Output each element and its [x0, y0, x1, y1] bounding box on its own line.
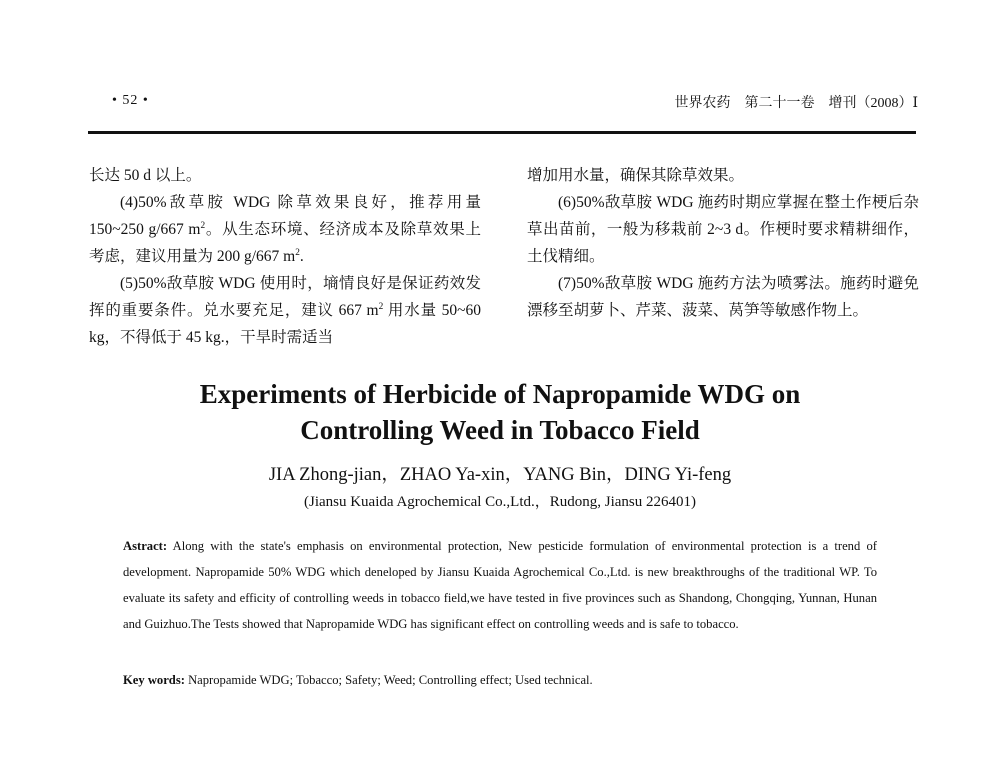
header-rule — [88, 131, 916, 134]
english-title — [0, 376, 1000, 448]
left-paragraph-3 — [89, 270, 481, 351]
right-paragraph-2: (6)50%敌草胺 WDG 施药时期应掌握在整土作梗后杂草出苗前，一般为移栽前 2~3 d。作梗时要求精耕细作，土伐精细。 — [527, 194, 919, 265]
superscript-2: 2 — [200, 220, 206, 231]
title-line-2: Controlling Weed in Tobacco Field — [300, 415, 700, 445]
keywords-label: Key words: — [123, 673, 185, 687]
running-head: 世界农药 第二十一卷 增刊（2008）Ⅰ — [674, 96, 918, 111]
right-column — [527, 162, 919, 324]
left-p2-text-c: . — [299, 248, 304, 265]
authors: JIA Zhong-jian，ZHAO Ya-xin，YANG Bin，DING Yi-feng — [268, 465, 732, 485]
keywords-text: Napropamide WDG; Tobacco; Safety; Weed; Controlling effect; Used technical. — [188, 673, 593, 687]
abstract-text: Along with the state's emphasis on environmental protection, New pesticide formulation of environmental protection is a trend of development. Napropamide 50% WDG which deneloped by Jiansu Kuaida Agrochemical Co.,Ltd. is new breakthroughs of the traditional WP. To evaluate its safety and efficity of controlling weeds in tobacco field,we have tested in five provinces such as Shandong, Chongqing, Yunnan, Hunan and Guizhuo.The Tests showed that Napropamide WDG has significant effect on controlling weeds and is safe to tobacco. — [123, 539, 877, 631]
abstract — [123, 533, 877, 637]
left-p3-text-b: 用水量 50~60 kg，不得低于 45 kg.，干旱时需适当 — [89, 302, 481, 346]
keywords — [123, 673, 883, 688]
left-p2-text-b: 。从生态环境、经济成本及除草效果上考虑，建议用量为 200 g/667 m — [89, 221, 481, 265]
left-p3-text-a: (5)50%敌草胺 WDG 使用时，墒情良好是保证药效发挥的重要条件。兑水要充足，建议 667 m — [89, 275, 481, 319]
page-number: • 52 • — [112, 93, 149, 108]
affiliation: (Jiansu Kuaida Agrochemical Co.,Ltd.，Rudong, Jiansu 226401) — [303, 494, 697, 510]
right-paragraph-3: (7)50%敌草胺 WDG 施药方法为喷雾法。施药时避免漂移至胡萝卜、芹菜、菠菜、莴笋等敏感作物上。 — [527, 275, 919, 319]
title-line-1: Experiments of Herbicide of Napropamide WDG on — [199, 379, 801, 409]
abstract-label: Astract: — [123, 539, 168, 553]
superscript-2: 2 — [378, 301, 384, 312]
left-paragraph-2 — [89, 189, 481, 270]
superscript-2: 2 — [295, 247, 300, 258]
right-paragraph-1: 增加用水量，确保其除草效果。 — [527, 167, 745, 184]
left-p2-text-a: (4)50%敌草胺 WDG 除草效果良好，推荐用量 150~250 g/667 m — [89, 194, 481, 238]
left-column — [89, 162, 481, 351]
left-paragraph-1: 长达 50 d 以上。 — [89, 167, 202, 184]
